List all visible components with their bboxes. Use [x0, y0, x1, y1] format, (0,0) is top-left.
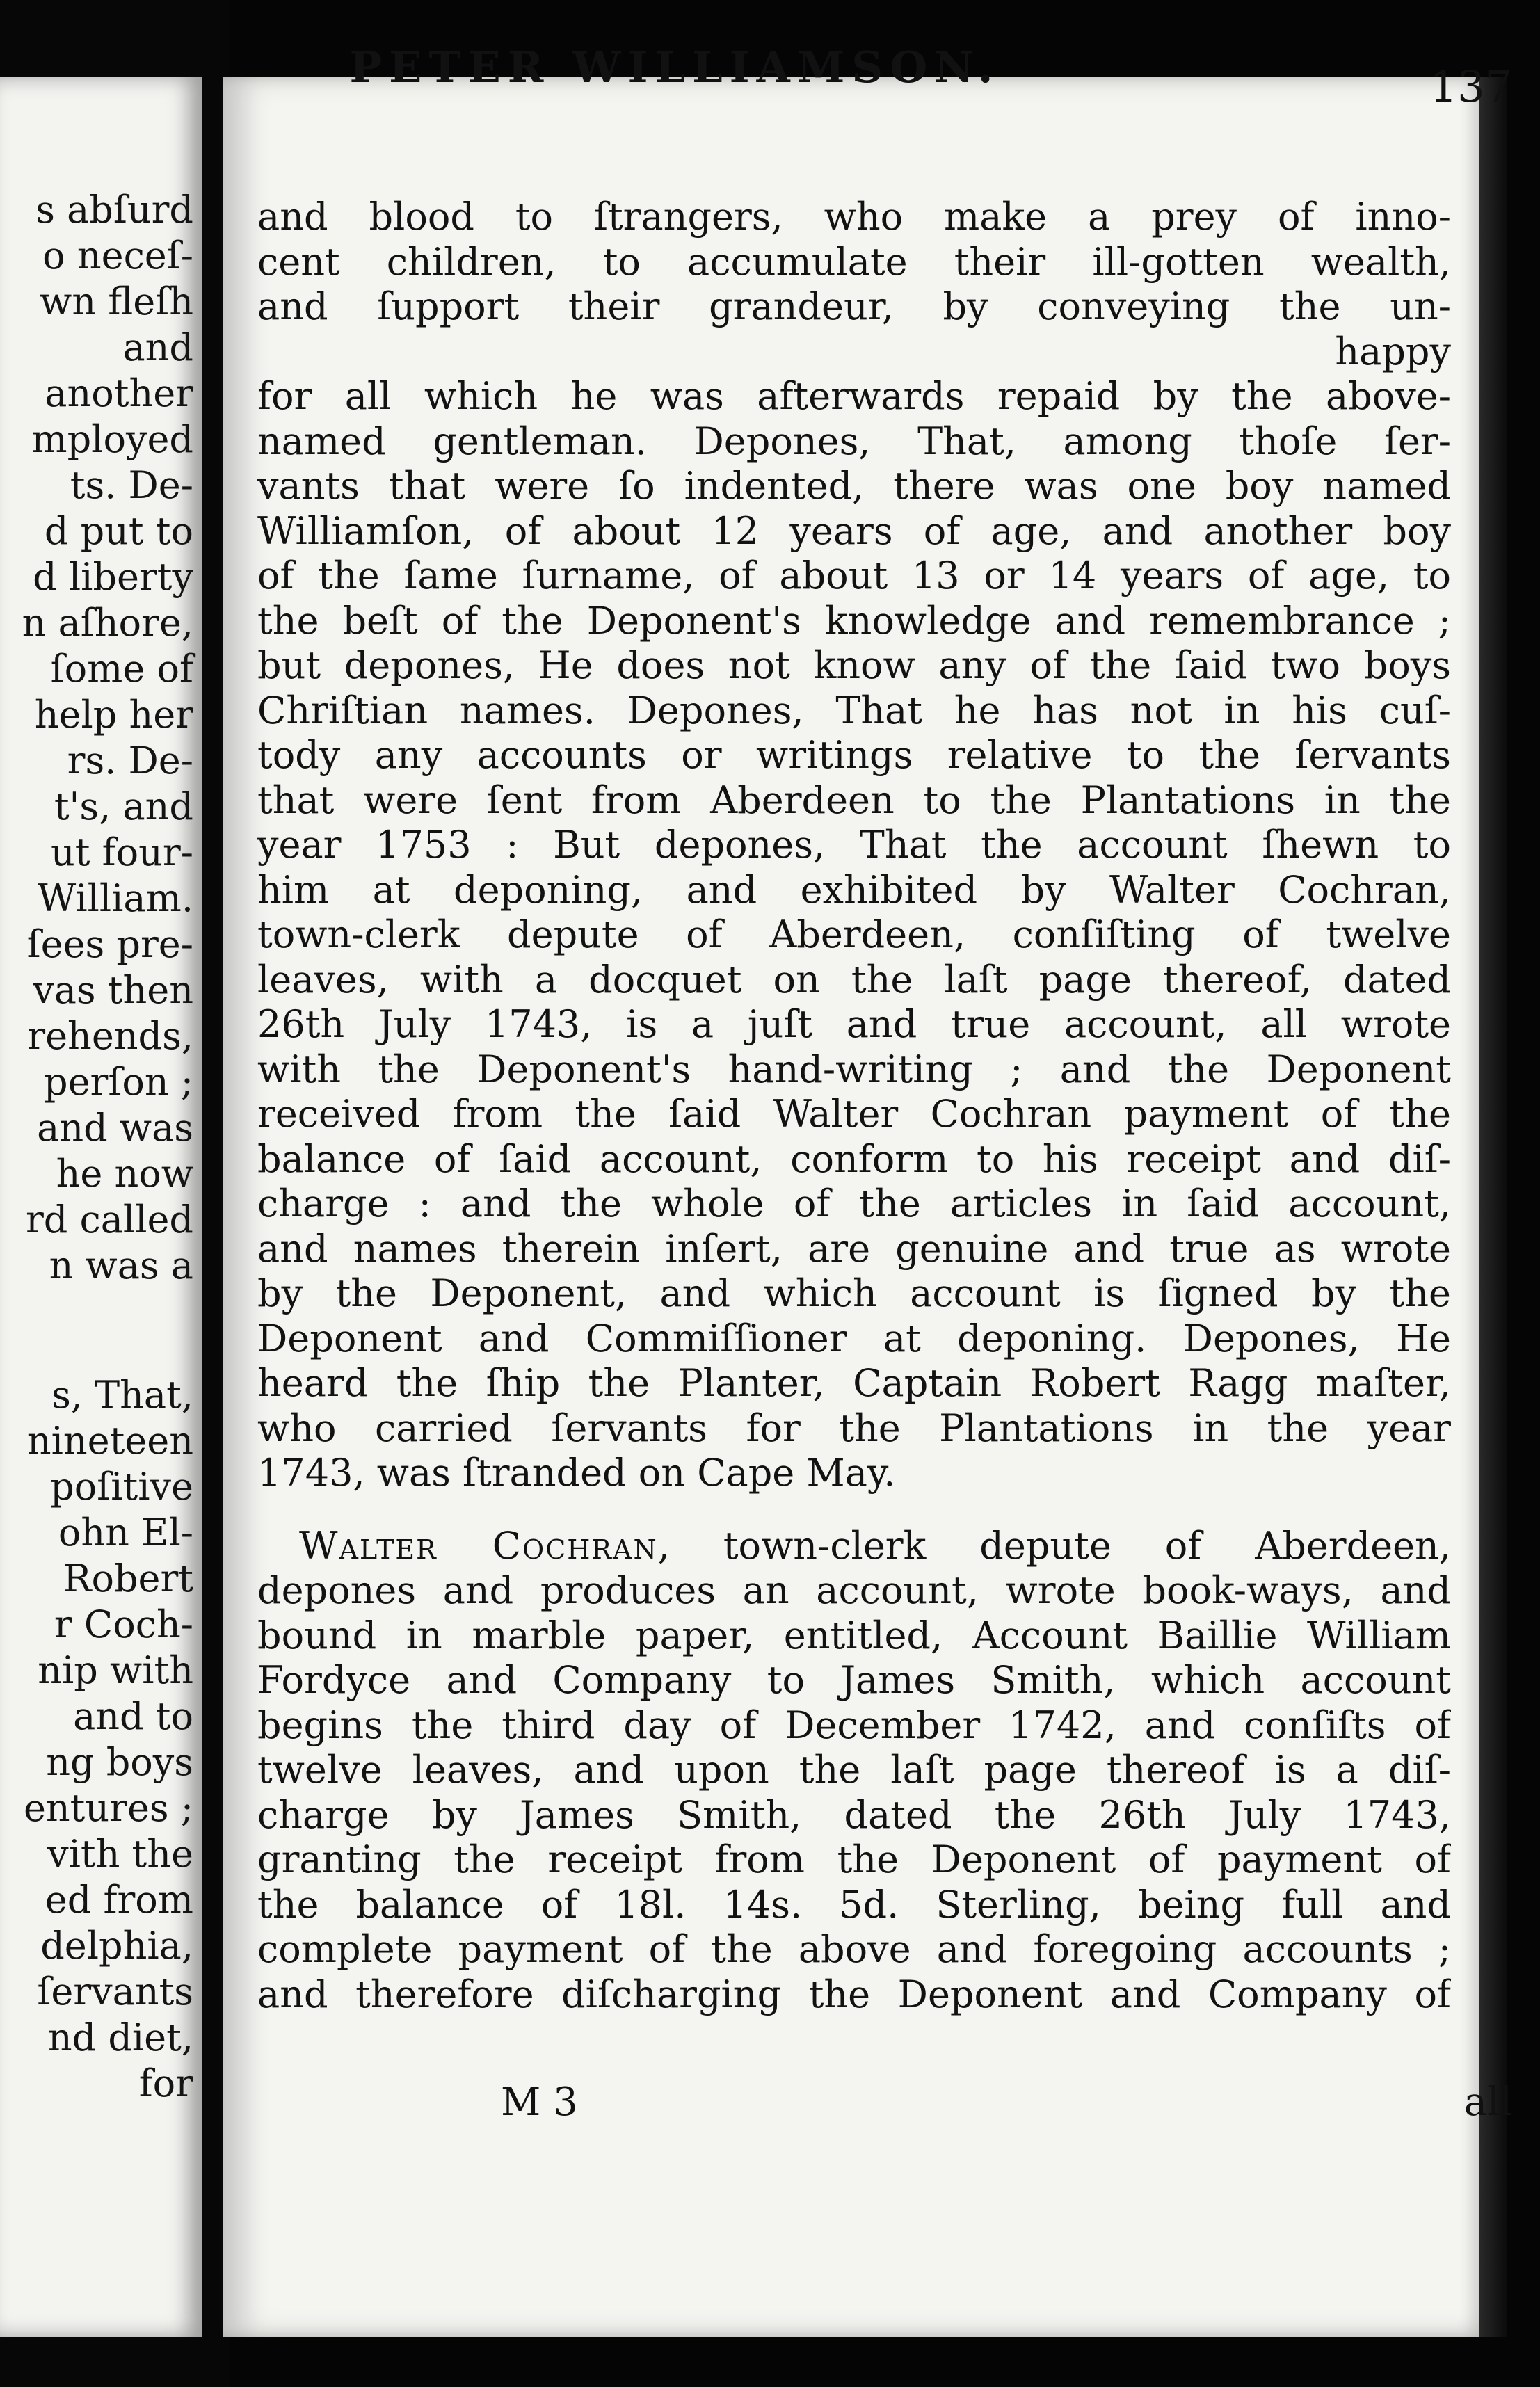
- text-line: heard the ſhip the Planter, Captain Robert Ragg maſter,: [257, 1361, 1451, 1405]
- text-line: vants that were ſo indented, there was one boy named: [257, 464, 1451, 508]
- left-page-fragment: o neceſ-: [42, 234, 193, 278]
- catchword: all: [1463, 2080, 1512, 2125]
- left-page-fragment: t's, and: [54, 785, 193, 828]
- left-page-fragment: nineteen: [26, 1419, 193, 1463]
- text-line: tody any accounts or writings relative to the ſervants: [257, 733, 1451, 777]
- left-page-fragment: ſome of: [50, 647, 193, 691]
- left-page-fragment: Robert: [63, 1557, 193, 1600]
- signature-mark: M 3: [501, 2080, 578, 2125]
- left-page-fragment: mployed: [31, 417, 193, 461]
- text-line: the balance of 18l. 14s. 5d. Sterling, being full and: [257, 1882, 1451, 1927]
- text-line: and blood to ſtrangers, who make a prey of inno-: [257, 195, 1451, 239]
- left-page-fragment: n aſhore,: [22, 601, 193, 645]
- text-line: the beſt of the Deponent's knowledge and remembrance ;: [257, 598, 1451, 643]
- text-line: town-clerk depute of Aberdeen, conſiſting of twelve: [257, 913, 1451, 956]
- text-line: that were ſent from Aberdeen to the Plantations in the: [257, 778, 1451, 822]
- text-line: by the Deponent, and which account is ſigned by the: [257, 1271, 1451, 1315]
- right-page: [223, 77, 1479, 2337]
- left-page-fragment: he now: [56, 1152, 193, 1196]
- left-page-fragment: nip with: [38, 1648, 193, 1692]
- text-line: but depones, He does not know any of the ſaid two boys: [257, 643, 1451, 687]
- left-page-fragment: rehends,: [27, 1014, 193, 1058]
- left-page-fragment: rs. De-: [67, 739, 193, 782]
- text-line: him at deponing, and exhibited by Walter Cochran,: [257, 867, 1451, 912]
- left-page-fragment: vith the: [47, 1832, 193, 1876]
- text-line: charge by James Smith, dated the 26th July 1743,: [257, 1792, 1451, 1837]
- text-line: happy: [1335, 329, 1451, 373]
- left-page-fragment: ſees pre-: [26, 922, 193, 966]
- text-line: [257, 1524, 1451, 1569]
- left-page-fragment: ut four-: [51, 830, 193, 874]
- text-line: named gentleman. Depones, That, among thoſe ſer-: [257, 419, 1451, 463]
- text-line: Deponent and Commiſſioner at deponing. Depones, He: [257, 1316, 1451, 1360]
- text-line: cent children, to accumulate their ill-gotten wealth,: [257, 239, 1451, 284]
- text-line: charge : and the whole of the articles in ſaid account,: [257, 1182, 1451, 1225]
- text-line: complete payment of the above and foregoing accounts ;: [257, 1927, 1451, 1971]
- left-page-fragment: delphia,: [40, 1924, 193, 1968]
- text-line: and therefore diſcharging the Deponent and Company of: [257, 1972, 1451, 2016]
- left-page-fragment: ohn El-: [58, 1511, 193, 1554]
- left-page-fragment: ng boys: [46, 1740, 193, 1784]
- left-page-fragment: ed from: [45, 1878, 193, 1922]
- left-page-fragment: vas then: [33, 968, 193, 1012]
- text-line: depones and produces an account, wrote book-ways, and: [257, 1568, 1451, 1612]
- text-line: balance of ſaid account, conform to his receipt and diſ-: [257, 1136, 1451, 1181]
- text-line: of the ſame ſurname, of about 13 or 14 years of age, to: [257, 554, 1451, 597]
- text-line: Chriſtian names. Depones, That he has not in his cuſ-: [257, 688, 1451, 732]
- text-line: begins the third day of December 1742, and conſiſts of: [257, 1703, 1451, 1747]
- left-page-fragment: nd diet,: [47, 2016, 193, 2059]
- left-page-fragment: ts. De-: [70, 463, 193, 507]
- name-small-caps: Walter Cochran: [299, 1523, 658, 1568]
- left-page-fragment: d liberty: [33, 555, 193, 599]
- left-page-fragment: d put to: [44, 509, 193, 553]
- text-line: bound in marble paper, entitled, Account Baillie William: [257, 1613, 1451, 1657]
- left-page-fragment: rd called: [25, 1198, 193, 1241]
- left-page-fragment: William.: [37, 876, 193, 920]
- text-line: 26th July 1743, is a juſt and true account, all wrote: [257, 1002, 1451, 1046]
- left-page-fragment: help her: [34, 693, 193, 737]
- text-line: Fordyce and Company to James Smith, which account: [257, 1658, 1451, 1702]
- text-line: received from the ſaid Walter Cochran payment of the: [257, 1092, 1451, 1136]
- text-line: 1743, was ſtranded on Cape May.: [257, 1451, 896, 1495]
- text-line: leaves, with a docquet on the laſt page thereof, dated: [257, 957, 1451, 1002]
- text-line: with the Deponent's hand-writing ; and the Deponent: [257, 1047, 1451, 1091]
- left-page-fragment: s abſurd: [35, 188, 193, 232]
- text-line: granting the receipt from the Deponent of payment of: [257, 1838, 1451, 1881]
- text-line: who carried ſervants for the Plantations in the year: [257, 1406, 1451, 1450]
- text-line: year 1753 : But depones, That the account ſhewn to: [257, 823, 1451, 867]
- text-line-rest: , town-clerk depute of Aberdeen,: [657, 1523, 1451, 1568]
- left-page-fragment: r Coch-: [54, 1602, 193, 1646]
- left-page-fragment: wn fleſh: [40, 280, 193, 323]
- page-number: 137: [1429, 61, 1512, 112]
- text-line: and ſupport their grandeur, by conveying the un-: [257, 284, 1451, 328]
- left-page-fragment: s, That,: [51, 1373, 193, 1417]
- left-page-fragment: ſervants: [37, 1970, 193, 2014]
- left-page-fragment: another: [45, 371, 193, 415]
- left-page: [0, 77, 202, 2337]
- left-page-fragment: n was a: [49, 1244, 193, 1287]
- left-page-fragment: and to: [73, 1694, 193, 1738]
- text-line: and names therein inſert, are genuine and true as wrote: [257, 1226, 1451, 1271]
- text-line: Williamſon, of about 12 years of age, and another boy: [257, 508, 1451, 553]
- text-line: twelve leaves, and upon the laſt page thereof is a diſ-: [257, 1748, 1451, 1792]
- left-page-fragment: perſon ;: [44, 1060, 193, 1104]
- left-page-fragment: for: [138, 2062, 193, 2105]
- page-text: [257, 195, 1451, 2017]
- left-page-fragment: and was: [37, 1106, 193, 1150]
- text-line: for all which he was afterwards repaid by the above-: [257, 374, 1451, 418]
- left-page-fragment: poſitive: [50, 1465, 193, 1509]
- left-page-fragment: and: [122, 326, 193, 369]
- left-page-fragment: entures ;: [23, 1786, 193, 1830]
- page-edge: [1479, 77, 1507, 2337]
- running-head: PETER WILLIAMSON.: [349, 42, 1000, 93]
